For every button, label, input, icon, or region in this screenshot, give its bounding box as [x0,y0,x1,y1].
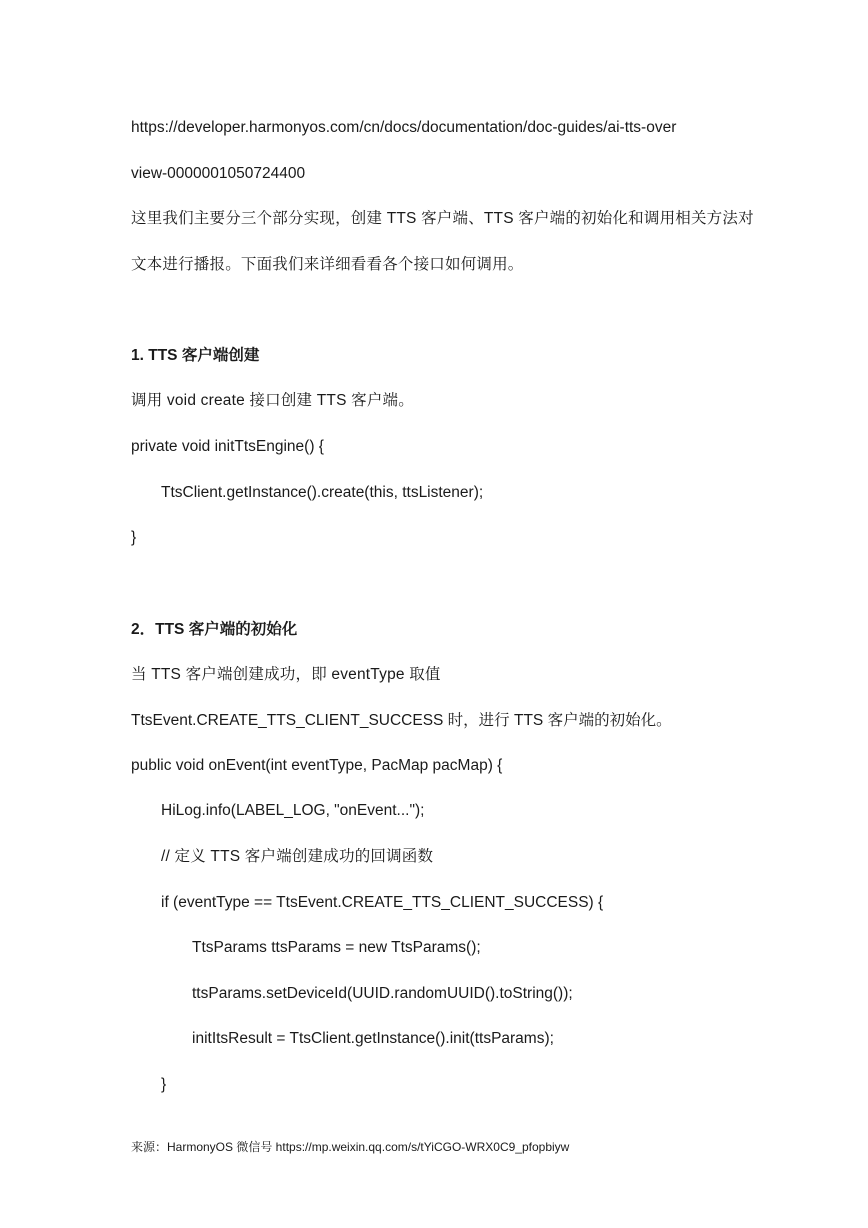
source-footer: 来源：HarmonyOS 微信号 https://mp.weixin.qq.com/s/tYiCGO-WRX0C9_pfopbiyw [131,1140,570,1154]
code-line: HiLog.info(LABEL_LOG, "onEvent..."); [161,802,425,819]
url-line-2: view-0000001050724400 [131,165,306,182]
code-line: private void initTtsEngine() { [131,438,324,455]
code-line: } [131,529,137,546]
code-line: TtsClient.getInstance().create(this, ttsListener); [161,484,484,501]
code-line: if (eventType == TtsEvent.CREATE_TTS_CLIENT_SUCCESS) { [161,894,604,911]
code-line: ttsParams.setDeviceId(UUID.randomUUID().toString()); [192,985,573,1002]
section-1-heading: 1. TTS 客户端创建 [131,347,260,364]
code-line: initItsResult = TtsClient.getInstance().init(ttsParams); [192,1030,554,1047]
section-2-description-1: 当 TTS 客户端创建成功，即 eventType 取值 [131,666,441,683]
code-line: public void onEvent(int eventType, PacMap pacMap) { [131,757,503,774]
section-1-description: 调用 void create 接口创建 TTS 客户端。 [131,392,414,409]
intro-line-2: 文本进行播报。下面我们来详细看看各个接口如何调用。 [131,256,524,273]
intro-line-1: 这里我们主要分三个部分实现，创建 TTS 客户端、TTS 客户端的初始化和调用相关方法对 [131,210,754,227]
url-line-1: https://developer.harmonyos.com/cn/docs/documentation/doc-guides/ai-tts-over [131,119,677,136]
section-2-description-2: TtsEvent.CREATE_TTS_CLIENT_SUCCESS 时，进行 TTS 客户端的初始化。 [131,712,672,729]
code-line: TtsParams ttsParams = new TtsParams(); [192,939,481,956]
section-2-heading: 2．TTS 客户端的初始化 [131,621,298,638]
code-line: } [161,1076,167,1093]
code-comment-line: // 定义 TTS 客户端创建成功的回调函数 [161,848,434,865]
